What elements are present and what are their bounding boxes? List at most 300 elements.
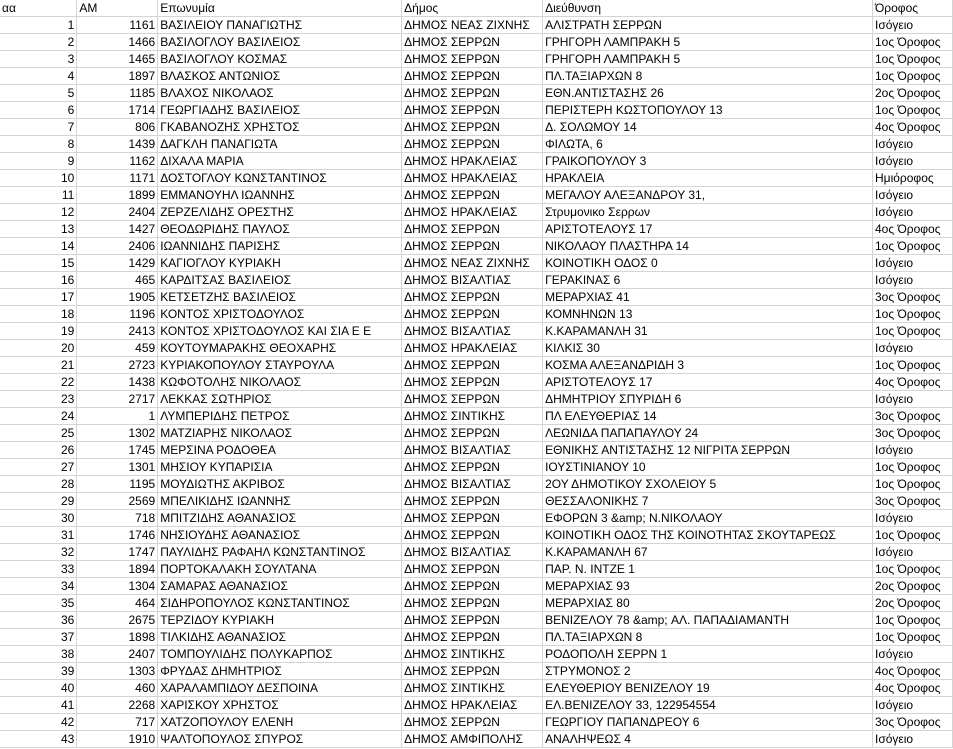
- cell-am[interactable]: 1195: [77, 476, 158, 493]
- cell-floor[interactable]: Ισόγειο: [873, 731, 953, 748]
- cell-address[interactable]: ΕΛΕΥΘΕΡΙΟΥ ΒΕΝΙΖΕΛΟΥ 19: [543, 680, 873, 697]
- cell-municipality[interactable]: ΔΗΜΟΣ ΝΕΑΣ ΖΙΧΝΗΣ: [402, 17, 543, 34]
- header-row: [0, 0, 953, 17]
- cell-address[interactable]: ΓΡΑΙΚΟΠΟΥΛΟΥ 3: [543, 153, 873, 170]
- cell-municipality[interactable]: ΔΗΜΟΣ ΣΕΡΡΩΝ: [402, 629, 543, 646]
- cell-municipality[interactable]: ΔΗΜΟΣ ΣΕΡΡΩΝ: [402, 51, 543, 68]
- cell-floor[interactable]: Ημιόροφος: [873, 170, 953, 187]
- cell-floor[interactable]: 4ος Όροφος: [873, 221, 953, 238]
- cell-am[interactable]: 1439: [77, 136, 158, 153]
- cell-address[interactable]: ΠΕΡΙΣΤΕΡΗ ΚΩΣΤΟΠΟΥΛΟΥ 13: [543, 102, 873, 119]
- cell-municipality[interactable]: ΔΗΜΟΣ ΣΕΡΡΩΝ: [402, 459, 543, 476]
- cell-name[interactable]: ΔΑΓΚΛΗ ΠΑΝΑΓΙΩΤΑ: [158, 136, 402, 153]
- cell-floor[interactable]: Ισόγειο: [873, 697, 953, 714]
- cell-municipality[interactable]: ΔΗΜΟΣ ΣΕΡΡΩΝ: [402, 187, 543, 204]
- cell-floor[interactable]: Ισόγειο: [873, 17, 953, 34]
- table-row: [0, 238, 953, 255]
- cell-aa[interactable]: 23: [0, 391, 77, 408]
- table-row: [0, 391, 953, 408]
- cell-am[interactable]: 1162: [77, 153, 158, 170]
- table-row: [0, 646, 953, 663]
- cell-municipality[interactable]: ΔΗΜΟΣ ΗΡΑΚΛΕΙΑΣ: [402, 697, 543, 714]
- cell-floor[interactable]: 1ος Όροφος: [873, 629, 953, 646]
- cell-municipality[interactable]: ΔΗΜΟΣ ΣΙΝΤΙΚΗΣ: [402, 646, 543, 663]
- cell-address[interactable]: ΚΟΙΝΟΤΙΚΗ ΟΔΟΣ 0: [543, 255, 873, 272]
- cell-am[interactable]: 1196: [77, 306, 158, 323]
- table-row: [0, 459, 953, 476]
- cell-aa[interactable]: 21: [0, 357, 77, 374]
- cell-am[interactable]: 1898: [77, 629, 158, 646]
- cell-address[interactable]: ΠΛ ΕΛΕΥΘΕΡΙΑΣ 14: [543, 408, 873, 425]
- table-row: [0, 561, 953, 578]
- cell-address[interactable]: ΑΡΙΣΤΟΤΕΛΟΥΣ 17: [543, 374, 873, 391]
- cell-am[interactable]: 1746: [77, 527, 158, 544]
- cell-municipality[interactable]: ΔΗΜΟΣ ΒΙΣΑΛΤΙΑΣ: [402, 544, 543, 561]
- cell-am[interactable]: 806: [77, 119, 158, 136]
- cell-floor[interactable]: 4ος Όροφος: [873, 680, 953, 697]
- cell-aa[interactable]: 30: [0, 510, 77, 527]
- cell-municipality[interactable]: ΔΗΜΟΣ ΣΕΡΡΩΝ: [402, 595, 543, 612]
- cell-floor[interactable]: 1ος Όροφος: [873, 612, 953, 629]
- table-row: [0, 136, 953, 153]
- cell-municipality[interactable]: ΔΗΜΟΣ ΣΕΡΡΩΝ: [402, 578, 543, 595]
- table-row: [0, 544, 953, 561]
- cell-municipality[interactable]: ΔΗΜΟΣ ΒΙΣΑΛΤΙΑΣ: [402, 323, 543, 340]
- cell-address[interactable]: ΠΛ.ΤΑΞΙΑΡΧΩΝ 8: [543, 629, 873, 646]
- cell-am[interactable]: 2717: [77, 391, 158, 408]
- cell-name[interactable]: ΠΑΥΛΙΔΗΣ ΡΑΦΑΗΛ ΚΩΝΣΤΑΝΤΙΝΟΣ: [158, 544, 402, 561]
- cell-aa[interactable]: 33: [0, 561, 77, 578]
- cell-address[interactable]: ΜΕΡΑΡΧΙΑΣ 80: [543, 595, 873, 612]
- cell-name[interactable]: ΚΑΡΔΙΤΣΑΣ ΒΑΣΙΛΕΙΟΣ: [158, 272, 402, 289]
- cell-am[interactable]: 2569: [77, 493, 158, 510]
- cell-name[interactable]: ΣΙΔΗΡΟΠΟΥΛΟΣ ΚΩΝΣΤΑΝΤΙΝΟΣ: [158, 595, 402, 612]
- table-row: [0, 442, 953, 459]
- cell-address[interactable]: ΜΕΓΑΛΟΥ ΑΛΕΞΑΝΔΡΟΥ 31,: [543, 187, 873, 204]
- cell-municipality[interactable]: ΔΗΜΟΣ ΣΕΡΡΩΝ: [402, 102, 543, 119]
- cell-address[interactable]: Δ. ΣΟΛΩΜΟΥ 14: [543, 119, 873, 136]
- cell-floor[interactable]: Ισόγειο: [873, 187, 953, 204]
- cell-floor[interactable]: 1ος Όροφος: [873, 561, 953, 578]
- cell-address[interactable]: ΑΝΑΛΗΨΕΩΣ 4: [543, 731, 873, 748]
- table-row: [0, 357, 953, 374]
- cell-name[interactable]: ΤΟΜΠΟΥΛΙΔΗΣ ΠΟΛΥΚΑΡΠΟΣ: [158, 646, 402, 663]
- table-row: [0, 34, 953, 51]
- cell-address[interactable]: ΠΛ.ΤΑΞΙΑΡΧΩΝ 8: [543, 68, 873, 85]
- cell-aa[interactable]: 1: [0, 17, 77, 34]
- cell-aa[interactable]: 10: [0, 170, 77, 187]
- cell-am[interactable]: 1301: [77, 459, 158, 476]
- cell-floor[interactable]: 1ος Όροφος: [873, 102, 953, 119]
- cell-am[interactable]: 1747: [77, 544, 158, 561]
- cell-name[interactable]: ΓΚΑΒΑΝΟΖΗΣ ΧΡΗΣΤΟΣ: [158, 119, 402, 136]
- cell-aa[interactable]: 24: [0, 408, 77, 425]
- cell-municipality[interactable]: ΔΗΜΟΣ ΣΙΝΤΙΚΗΣ: [402, 408, 543, 425]
- cell-municipality[interactable]: ΔΗΜΟΣ ΗΡΑΚΛΕΙΑΣ: [402, 153, 543, 170]
- cell-municipality[interactable]: ΔΗΜΟΣ ΣΕΡΡΩΝ: [402, 612, 543, 629]
- table-row: [0, 323, 953, 340]
- cell-name[interactable]: ΠΟΡΤΟΚΑΛΑΚΗ ΣΟΥΛΤΑΝΑ: [158, 561, 402, 578]
- cell-name[interactable]: ΓΕΩΡΓΙΑΔΗΣ ΒΑΣΙΛΕΙΟΣ: [158, 102, 402, 119]
- cell-aa[interactable]: 8: [0, 136, 77, 153]
- cell-aa[interactable]: 20: [0, 340, 77, 357]
- cell-am[interactable]: 2407: [77, 646, 158, 663]
- cell-floor[interactable]: 2ος Όροφος: [873, 578, 953, 595]
- cell-am[interactable]: 1304: [77, 578, 158, 595]
- table-row: [0, 425, 953, 442]
- cell-address[interactable]: ΦΙΛΩΤΑ, 6: [543, 136, 873, 153]
- header-cell-am[interactable]: AM: [77, 0, 158, 17]
- cell-name[interactable]: ΜΟΥΔΙΩΤΗΣ ΑΚΡΙΒΟΣ: [158, 476, 402, 493]
- cell-municipality[interactable]: ΔΗΜΟΣ ΣΕΡΡΩΝ: [402, 85, 543, 102]
- cell-municipality[interactable]: ΔΗΜΟΣ ΣΕΡΡΩΝ: [402, 136, 543, 153]
- table-row: [0, 153, 953, 170]
- cell-floor[interactable]: Ισόγειο: [873, 544, 953, 561]
- table-row: [0, 340, 953, 357]
- cell-municipality[interactable]: ΔΗΜΟΣ ΣΕΡΡΩΝ: [402, 119, 543, 136]
- cell-aa[interactable]: 40: [0, 680, 77, 697]
- cell-name[interactable]: ΜΠΙΤΖΙΔΗΣ ΑΘΑΝΑΣΙΟΣ: [158, 510, 402, 527]
- table-row: [0, 221, 953, 238]
- cell-municipality[interactable]: ΔΗΜΟΣ ΣΕΡΡΩΝ: [402, 221, 543, 238]
- cell-name[interactable]: ΙΩΑΝΝΙΔΗΣ ΠΑΡΙΣΗΣ: [158, 238, 402, 255]
- cell-floor[interactable]: Ισόγειο: [873, 153, 953, 170]
- cell-am[interactable]: 2413: [77, 323, 158, 340]
- cell-municipality[interactable]: ΔΗΜΟΣ ΣΙΝΤΙΚΗΣ: [402, 680, 543, 697]
- cell-floor[interactable]: 3ος Όροφος: [873, 425, 953, 442]
- cell-municipality[interactable]: ΔΗΜΟΣ ΗΡΑΚΛΕΙΑΣ: [402, 170, 543, 187]
- cell-floor[interactable]: 1ος Όροφος: [873, 476, 953, 493]
- cell-aa[interactable]: 12: [0, 204, 77, 221]
- cell-address[interactable]: ΓΕΩΡΓΙΟΥ ΠΑΠΑΝΔΡΕΟΥ 6: [543, 714, 873, 731]
- cell-am[interactable]: 1910: [77, 731, 158, 748]
- cell-municipality[interactable]: ΔΗΜΟΣ ΣΕΡΡΩΝ: [402, 357, 543, 374]
- cell-aa[interactable]: 14: [0, 238, 77, 255]
- cell-address[interactable]: ΑΛΙΣΤΡΑΤΗ ΣΕΡΡΩΝ: [543, 17, 873, 34]
- cell-floor[interactable]: 1ος Όροφος: [873, 527, 953, 544]
- cell-floor[interactable]: Ισόγειο: [873, 510, 953, 527]
- cell-aa[interactable]: 43: [0, 731, 77, 748]
- cell-floor[interactable]: Ισόγειο: [873, 340, 953, 357]
- cell-floor[interactable]: 3ος Όροφος: [873, 289, 953, 306]
- cell-aa[interactable]: 4: [0, 68, 77, 85]
- cell-name[interactable]: ΕΜΜΑΝΟΥΗΛ ΙΩΑΝΝΗΣ: [158, 187, 402, 204]
- cell-am[interactable]: 460: [77, 680, 158, 697]
- cell-floor[interactable]: 3ος Όροφος: [873, 408, 953, 425]
- cell-aa[interactable]: 19: [0, 323, 77, 340]
- header-cell-name[interactable]: Επωνυμία: [158, 0, 402, 17]
- cell-am[interactable]: 1429: [77, 255, 158, 272]
- cell-name[interactable]: ΚΩΦΟΤΟΛΗΣ ΝΙΚΟΛΑΟΣ: [158, 374, 402, 391]
- table-row: [0, 51, 953, 68]
- cell-name[interactable]: ΚΟΥΤΟΥΜΑΡΑΚΗΣ ΘΕΟΧΑΡΗΣ: [158, 340, 402, 357]
- cell-am[interactable]: 1161: [77, 17, 158, 34]
- cell-floor[interactable]: 1ος Όροφος: [873, 357, 953, 374]
- cell-municipality[interactable]: ΔΗΜΟΣ ΣΕΡΡΩΝ: [402, 238, 543, 255]
- cell-municipality[interactable]: ΔΗΜΟΣ ΣΕΡΡΩΝ: [402, 663, 543, 680]
- cell-address[interactable]: ΗΡΑΚΛΕΙΑ: [543, 170, 873, 187]
- cell-address[interactable]: ΡΟΔΟΠΟΛΗ ΣΕΡΡΝ 1: [543, 646, 873, 663]
- header-cell-municipality[interactable]: Δήμος: [402, 0, 543, 17]
- cell-address[interactable]: ΚΙΛΚΙΣ 30: [543, 340, 873, 357]
- cell-aa[interactable]: 28: [0, 476, 77, 493]
- cell-address[interactable]: ΕΛ.ΒΕΝΙΖΕΛΟΥ 33, 122954554: [543, 697, 873, 714]
- cell-am[interactable]: 1171: [77, 170, 158, 187]
- table-row: [0, 289, 953, 306]
- cell-municipality[interactable]: ΔΗΜΟΣ ΒΙΣΑΛΤΙΑΣ: [402, 272, 543, 289]
- cell-name[interactable]: ΒΛΑΣΚΟΣ ΑΝΤΩΝΙΟΣ: [158, 68, 402, 85]
- cell-aa[interactable]: 25: [0, 425, 77, 442]
- cell-am[interactable]: 459: [77, 340, 158, 357]
- cell-address[interactable]: Κ.ΚΑΡΑΜΑΝΛΗ 67: [543, 544, 873, 561]
- cell-am[interactable]: 1: [77, 408, 158, 425]
- table-row: [0, 527, 953, 544]
- table-row: [0, 272, 953, 289]
- cell-name[interactable]: ΧΑΡΑΛΑΜΠΙΔΟΥ ΔΕΣΠΟΙΝΑ: [158, 680, 402, 697]
- cell-floor[interactable]: 4ος Όροφος: [873, 374, 953, 391]
- cell-name[interactable]: ΔΟΣΤΟΓΛΟΥ ΚΩΝΣΤΑΝΤΙΝΟΣ: [158, 170, 402, 187]
- cell-floor[interactable]: Ισόγειο: [873, 204, 953, 221]
- cell-am[interactable]: 2675: [77, 612, 158, 629]
- cell-address[interactable]: ΕΦΟΡΩΝ 3 &amp; Ν.ΝΙΚΟΛΑΟΥ: [543, 510, 873, 527]
- cell-name[interactable]: ΝΗΣΙΟΥΔΗΣ ΑΘΑΝΑΣΙΟΣ: [158, 527, 402, 544]
- cell-floor[interactable]: 4ος Όροφος: [873, 119, 953, 136]
- header-cell-address[interactable]: Διεύθυνση: [543, 0, 873, 17]
- cell-address[interactable]: ΛΕΩΝΙΔΑ ΠΑΠΑΠΑΥΛΟΥ 24: [543, 425, 873, 442]
- cell-aa[interactable]: 9: [0, 153, 77, 170]
- cell-floor[interactable]: 1ος Όροφος: [873, 34, 953, 51]
- table-row: [0, 680, 953, 697]
- cell-name[interactable]: ΒΑΣΙΛΟΓΛΟΥ ΚΟΣΜΑΣ: [158, 51, 402, 68]
- cell-address[interactable]: ΔΗΜΗΤΡΙΟΥ ΣΠΥΡΙΔΗ 6: [543, 391, 873, 408]
- cell-floor[interactable]: 1ος Όροφος: [873, 68, 953, 85]
- cell-address[interactable]: ΣΤΡΥΜΟΝΟΣ 2: [543, 663, 873, 680]
- cell-name[interactable]: ΒΑΣΙΛΕΙΟΥ ΠΑΝΑΓΙΩΤΗΣ: [158, 17, 402, 34]
- cell-municipality[interactable]: ΔΗΜΟΣ ΗΡΑΚΛΕΙΑΣ: [402, 204, 543, 221]
- cell-aa[interactable]: 16: [0, 272, 77, 289]
- table-row: [0, 306, 953, 323]
- cell-aa[interactable]: 6: [0, 102, 77, 119]
- cell-address[interactable]: ΘΕΣΣΑΛΟΝΙΚΗΣ 7: [543, 493, 873, 510]
- cell-municipality[interactable]: ΔΗΜΟΣ ΣΕΡΡΩΝ: [402, 289, 543, 306]
- cell-aa[interactable]: 26: [0, 442, 77, 459]
- cell-am[interactable]: 465: [77, 272, 158, 289]
- cell-aa[interactable]: 22: [0, 374, 77, 391]
- cell-name[interactable]: ΒΑΣΙΛΟΓΛΟΥ ΒΑΣΙΛΕΙΟΣ: [158, 34, 402, 51]
- cell-name[interactable]: ΜΗΣΙΟΥ ΚΥΠΑΡΙΣΙΑ: [158, 459, 402, 476]
- cell-address[interactable]: ΙΟΥΣΤΙΝΙΑΝΟΥ 10: [543, 459, 873, 476]
- cell-am[interactable]: 2723: [77, 357, 158, 374]
- cell-name[interactable]: ΖΕΡΖΕΛΙΔΗΣ ΟΡΕΣΤΗΣ: [158, 204, 402, 221]
- cell-municipality[interactable]: ΔΗΜΟΣ ΣΕΡΡΩΝ: [402, 34, 543, 51]
- cell-floor[interactable]: Ισόγειο: [873, 442, 953, 459]
- cell-aa[interactable]: 17: [0, 289, 77, 306]
- cell-municipality[interactable]: ΔΗΜΟΣ ΒΙΣΑΛΤΙΑΣ: [402, 476, 543, 493]
- cell-floor[interactable]: 3ος Όροφος: [873, 714, 953, 731]
- cell-name[interactable]: ΛΕΚΚΑΣ ΣΩΤΗΡΙΟΣ: [158, 391, 402, 408]
- cell-address[interactable]: ΓΡΗΓΟΡΗ ΛΑΜΠΡΑΚΗ 5: [543, 34, 873, 51]
- cell-am[interactable]: 1899: [77, 187, 158, 204]
- table-row: [0, 663, 953, 680]
- cell-floor[interactable]: 2ος Όροφος: [873, 595, 953, 612]
- cell-municipality[interactable]: ΔΗΜΟΣ ΣΕΡΡΩΝ: [402, 527, 543, 544]
- cell-am[interactable]: 2404: [77, 204, 158, 221]
- cell-name[interactable]: ΤΙΛΚΙΔΗΣ ΑΘΑΝΑΣΙΟΣ: [158, 629, 402, 646]
- cell-name[interactable]: ΔΙΧΑΛΑ ΜΑΡΙΑ: [158, 153, 402, 170]
- cell-municipality[interactable]: ΔΗΜΟΣ ΒΙΣΑΛΤΙΑΣ: [402, 442, 543, 459]
- cell-aa[interactable]: 13: [0, 221, 77, 238]
- cell-aa[interactable]: 7: [0, 119, 77, 136]
- cell-address[interactable]: ΓΡΗΓΟΡΗ ΛΑΜΠΡΑΚΗ 5: [543, 51, 873, 68]
- cell-floor[interactable]: 1ος Όροφος: [873, 459, 953, 476]
- cell-address[interactable]: ΒΕΝΙΖΕΛΟΥ 78 &amp; ΑΛ. ΠΑΠΑΔΙΑΜΑΝΤΗ: [543, 612, 873, 629]
- cell-am[interactable]: 1897: [77, 68, 158, 85]
- cell-aa[interactable]: 31: [0, 527, 77, 544]
- cell-am[interactable]: 1302: [77, 425, 158, 442]
- cell-municipality[interactable]: ΔΗΜΟΣ ΣΕΡΡΩΝ: [402, 425, 543, 442]
- cell-am[interactable]: 1894: [77, 561, 158, 578]
- cell-name[interactable]: ΘΕΟΔΩΡΙΔΗΣ ΠΑΥΛΟΣ: [158, 221, 402, 238]
- cell-am[interactable]: 1714: [77, 102, 158, 119]
- cell-municipality[interactable]: ΔΗΜΟΣ ΝΕΑΣ ΖΙΧΝΗΣ: [402, 255, 543, 272]
- cell-floor[interactable]: 4ος Όροφος: [873, 663, 953, 680]
- cell-aa[interactable]: 27: [0, 459, 77, 476]
- cell-am[interactable]: 717: [77, 714, 158, 731]
- table-row: [0, 68, 953, 85]
- cell-name[interactable]: ΦΡΥΔΑΣ ΔΗΜΗΤΡΙΟΣ: [158, 663, 402, 680]
- cell-am[interactable]: 464: [77, 595, 158, 612]
- cell-aa[interactable]: 2: [0, 34, 77, 51]
- cell-address[interactable]: ΚΟΙΝΟΤΙΚΗ ΟΔΟΣ ΤΗΣ ΚΟΙΝΟΤΗΤΑΣ ΣΚΟΥΤΑΡΕΩΣ: [543, 527, 873, 544]
- cell-name[interactable]: ΚΟΝΤΟΣ ΧΡΙΣΤΟΔΟΥΛΟΣ: [158, 306, 402, 323]
- cell-address[interactable]: Κ.ΚΑΡΑΜΑΝΛΗ 31: [543, 323, 873, 340]
- cell-address[interactable]: ΚΟΣΜΑ ΑΛΕΞΑΝΔΡΙΔΗ 3: [543, 357, 873, 374]
- cell-name[interactable]: ΛΥΜΠΕΡΙΔΗΣ ΠΕΤΡΟΣ: [158, 408, 402, 425]
- cell-aa[interactable]: 37: [0, 629, 77, 646]
- cell-address[interactable]: ΠΑΡ. Ν. ΙΝΤΖΕ 1: [543, 561, 873, 578]
- cell-name[interactable]: ΨΑΛΤΟΠΟΥΛΟΣ ΣΠΥΡΟΣ: [158, 731, 402, 748]
- table-row: [0, 408, 953, 425]
- cell-aa[interactable]: 41: [0, 697, 77, 714]
- cell-am[interactable]: 1427: [77, 221, 158, 238]
- cell-aa[interactable]: 15: [0, 255, 77, 272]
- cell-address[interactable]: Στρυμονικο Σερρων: [543, 204, 873, 221]
- cell-municipality[interactable]: ΔΗΜΟΣ ΣΕΡΡΩΝ: [402, 391, 543, 408]
- cell-floor[interactable]: 1ος Όροφος: [873, 238, 953, 255]
- cell-municipality[interactable]: ΔΗΜΟΣ ΣΕΡΡΩΝ: [402, 561, 543, 578]
- cell-am[interactable]: 2406: [77, 238, 158, 255]
- cell-floor[interactable]: 1ος Όροφος: [873, 306, 953, 323]
- table-row: [0, 612, 953, 629]
- cell-name[interactable]: ΜΑΤΖΙΑΡΗΣ ΝΙΚΟΛΑΟΣ: [158, 425, 402, 442]
- table-row: [0, 578, 953, 595]
- cell-am[interactable]: 1465: [77, 51, 158, 68]
- cell-address[interactable]: ΜΕΡΑΡΧΙΑΣ 93: [543, 578, 873, 595]
- cell-address[interactable]: ΓΕΡΑΚΙΝΑΣ 6: [543, 272, 873, 289]
- table-row: [0, 476, 953, 493]
- cell-name[interactable]: ΚΟΝΤΟΣ ΧΡΙΣΤΟΔΟΥΛΟΣ ΚΑΙ ΣΙΑ Ε Ε: [158, 323, 402, 340]
- table-row: [0, 255, 953, 272]
- cell-am[interactable]: 1303: [77, 663, 158, 680]
- cell-address[interactable]: ΚΟΜΝΗΝΩΝ 13: [543, 306, 873, 323]
- cell-name[interactable]: ΜΠΕΛΙΚΙΔΗΣ ΙΩΑΝΝΗΣ: [158, 493, 402, 510]
- cell-am[interactable]: 1438: [77, 374, 158, 391]
- cell-name[interactable]: ΚΕΤΣΕΤΖΗΣ ΒΑΣΙΛΕΙΟΣ: [158, 289, 402, 306]
- cell-am[interactable]: 2268: [77, 697, 158, 714]
- cell-aa[interactable]: 38: [0, 646, 77, 663]
- cell-aa[interactable]: 11: [0, 187, 77, 204]
- cell-name[interactable]: ΧΑΡΙΣΚΟΥ ΧΡΗΣΤΟΣ: [158, 697, 402, 714]
- cell-aa[interactable]: 39: [0, 663, 77, 680]
- cell-aa[interactable]: 3: [0, 51, 77, 68]
- table-row: [0, 85, 953, 102]
- cell-name[interactable]: ΣΑΜΑΡΑΣ ΑΘΑΝΑΣΙΟΣ: [158, 578, 402, 595]
- cell-address[interactable]: ΑΡΙΣΤΟΤΕΛΟΥΣ 17: [543, 221, 873, 238]
- cell-floor[interactable]: Ισόγειο: [873, 255, 953, 272]
- cell-aa[interactable]: 36: [0, 612, 77, 629]
- cell-floor[interactable]: Ισόγειο: [873, 136, 953, 153]
- cell-municipality[interactable]: ΔΗΜΟΣ ΣΕΡΡΩΝ: [402, 493, 543, 510]
- cell-aa[interactable]: 35: [0, 595, 77, 612]
- table-row: [0, 595, 953, 612]
- cell-aa[interactable]: 5: [0, 85, 77, 102]
- cell-aa[interactable]: 18: [0, 306, 77, 323]
- table-row: [0, 374, 953, 391]
- cell-floor[interactable]: Ισόγειο: [873, 391, 953, 408]
- cell-municipality[interactable]: ΔΗΜΟΣ ΣΕΡΡΩΝ: [402, 68, 543, 85]
- cell-am[interactable]: 1745: [77, 442, 158, 459]
- cell-am[interactable]: 718: [77, 510, 158, 527]
- cell-municipality[interactable]: ΔΗΜΟΣ ΣΕΡΡΩΝ: [402, 374, 543, 391]
- cell-floor[interactable]: 1ος Όροφος: [873, 323, 953, 340]
- cell-address[interactable]: ΝΙΚΟΛΑΟΥ ΠΛΑΣΤΗΡΑ 14: [543, 238, 873, 255]
- cell-aa[interactable]: 42: [0, 714, 77, 731]
- cell-name[interactable]: ΚΑΓΙΟΓΛΟΥ ΚΥΡΙΑΚΗ: [158, 255, 402, 272]
- cell-am[interactable]: 1905: [77, 289, 158, 306]
- cell-floor[interactable]: Ισόγειο: [873, 272, 953, 289]
- cell-name[interactable]: ΧΑΤΖΟΠΟΥΛΟΥ ΕΛΕΝΗ: [158, 714, 402, 731]
- cell-address[interactable]: ΕΘΝ.ΑΝΤΙΣΤΑΣΗΣ 26: [543, 85, 873, 102]
- cell-name[interactable]: ΒΛΑΧΟΣ ΝΙΚΟΛΑΟΣ: [158, 85, 402, 102]
- cell-name[interactable]: ΤΕΡΖΙΔΟΥ ΚΥΡΙΑΚΗ: [158, 612, 402, 629]
- cell-name[interactable]: ΚΥΡΙΑΚΟΠΟΥΛΟΥ ΣΤΑΥΡΟΥΛΑ: [158, 357, 402, 374]
- table-row: [0, 714, 953, 731]
- cell-municipality[interactable]: ΔΗΜΟΣ ΣΕΡΡΩΝ: [402, 306, 543, 323]
- cell-am[interactable]: 1466: [77, 34, 158, 51]
- table-row: [0, 510, 953, 527]
- cell-floor[interactable]: Ισόγειο: [873, 646, 953, 663]
- cell-municipality[interactable]: ΔΗΜΟΣ ΣΕΡΡΩΝ: [402, 714, 543, 731]
- cell-municipality[interactable]: ΔΗΜΟΣ ΗΡΑΚΛΕΙΑΣ: [402, 340, 543, 357]
- cell-address[interactable]: ΜΕΡΑΡΧΙΑΣ 41: [543, 289, 873, 306]
- cell-floor[interactable]: 3ος Όροφος: [873, 493, 953, 510]
- cell-address[interactable]: ΕΘΝΙΚΗΣ ΑΝΤΙΣΤΑΣΗΣ 12 ΝΙΓΡΙΤΑ ΣΕΡΡΩΝ: [543, 442, 873, 459]
- cell-aa[interactable]: 34: [0, 578, 77, 595]
- cell-floor[interactable]: 2ος Όροφος: [873, 85, 953, 102]
- cell-name[interactable]: ΜΕΡΣΙΝΑ ΡΟΔΟΘΕΑ: [158, 442, 402, 459]
- table-row: [0, 493, 953, 510]
- cell-aa[interactable]: 29: [0, 493, 77, 510]
- table-row: [0, 17, 953, 34]
- header-cell-aa[interactable]: αα: [0, 0, 77, 17]
- cell-am[interactable]: 1185: [77, 85, 158, 102]
- cell-address[interactable]: 2ΟΥ ΔΗΜΟΤΙΚΟΥ ΣΧΟΛΕΙΟΥ 5: [543, 476, 873, 493]
- cell-municipality[interactable]: ΔΗΜΟΣ ΣΕΡΡΩΝ: [402, 510, 543, 527]
- header-cell-floor[interactable]: Όροφος: [873, 0, 953, 17]
- cell-floor[interactable]: 1ος Όροφος: [873, 51, 953, 68]
- cell-aa[interactable]: 32: [0, 544, 77, 561]
- cell-municipality[interactable]: ΔΗΜΟΣ ΑΜΦΙΠΟΛΗΣ: [402, 731, 543, 748]
